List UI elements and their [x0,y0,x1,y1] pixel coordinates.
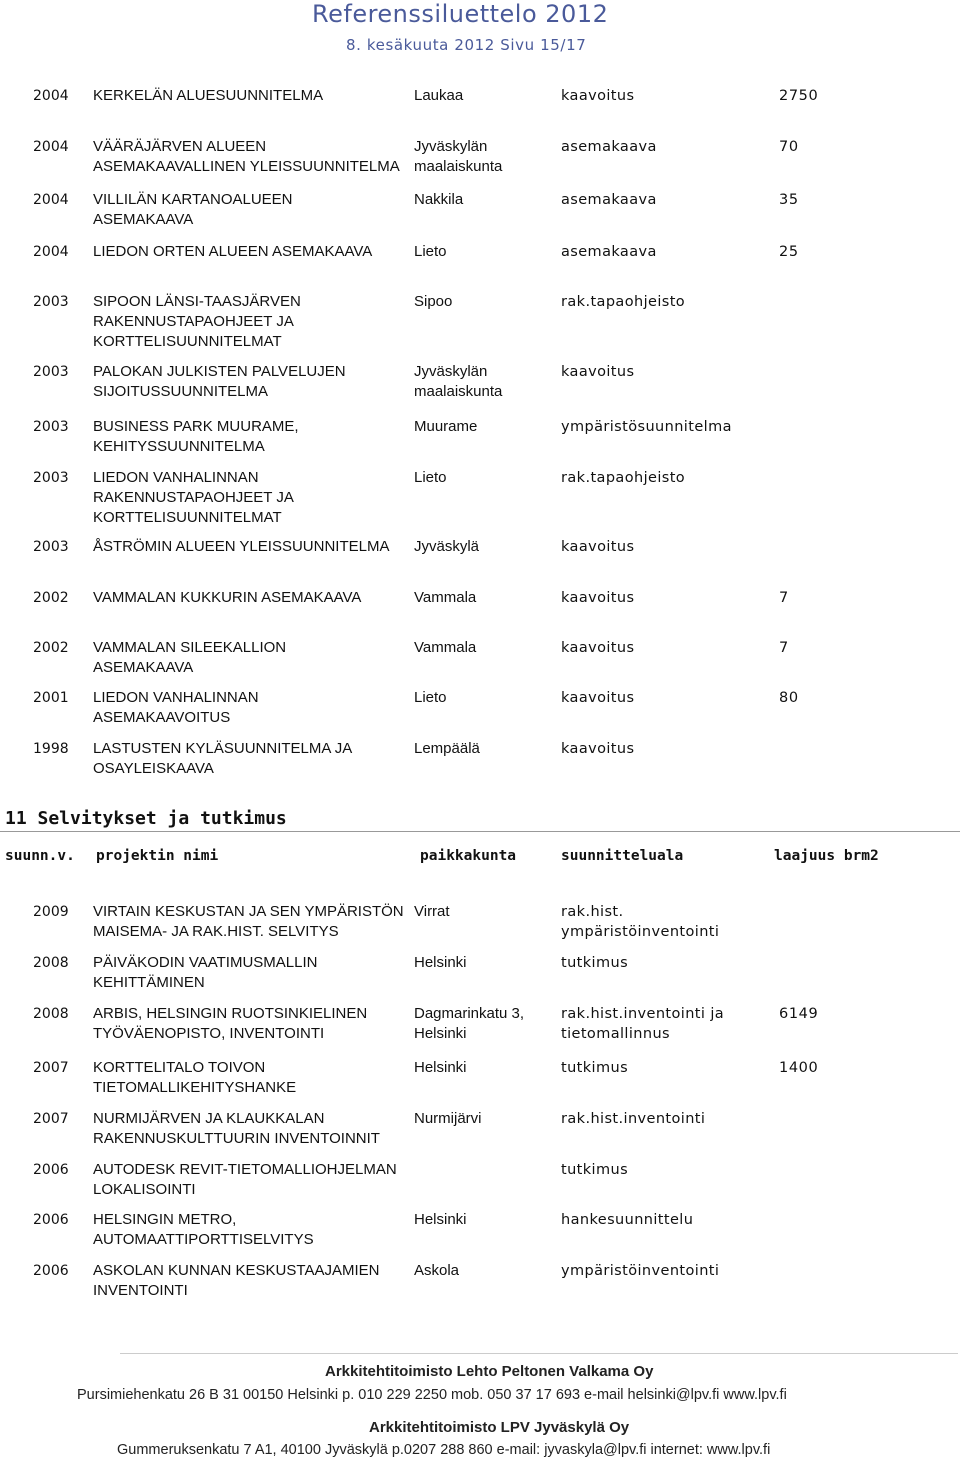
project-type [561,588,771,608]
project-location [414,468,554,488]
project-name-line: VAMMALAN SILEEKALLION [93,639,287,656]
project-location-line: maalaiskunta [414,383,503,400]
project-name [93,1261,409,1301]
project-name-line: ASKOLAN KUNNAN KESKUSTAAJAMIEN [93,1262,380,1279]
project-type [561,1058,771,1078]
project-name-line: KORTTELITALO TOIVON [93,1059,266,1076]
project-name-line: KORTTELISUUNNITELMAT [93,333,282,350]
project-location [414,292,554,312]
project-type [561,417,771,437]
project-year: 2003 [33,294,69,310]
footer-address-jyvaskyla: Gummeruksenkatu 7 A1, 40100 Jyväskylä p.0207 288 860 e-mail: jyvaskyla@lpv.fi internet: www.lpv.fi [117,1442,771,1458]
project-type-line: asemakaava [561,139,657,155]
project-type [561,1210,771,1230]
project-type [561,902,771,942]
project-type [561,468,771,488]
project-type-line: rak.hist. [561,904,624,920]
project-location-line: Vammala [414,589,477,606]
project-year: 2004 [33,139,69,155]
project-name-line: LASTUSTEN KYLÄSUUNNITELMA JA [93,740,353,757]
project-type-line: kaavoitus [561,741,635,757]
project-type [561,242,771,262]
project-name [93,190,409,230]
project-name-line: OSAYLEISKAAVA [93,760,214,777]
project-year: 2009 [33,904,69,920]
project-type-line: tutkimus [561,1060,629,1076]
project-location [414,190,554,210]
project-name-line: VÄÄRÄJÄRVEN ALUEEN [93,138,267,155]
project-name-line: LIEDON VANHALINNAN [93,469,259,486]
project-location [414,1004,554,1044]
project-type [561,86,771,106]
project-type [561,537,771,557]
column-header-year: suunn.v. [5,848,75,864]
project-year: 2003 [33,470,69,486]
project-name-line: LIEDON ORTEN ALUEEN ASEMAKAAVA [93,243,373,260]
project-name-line: KORTTELISUUNNITELMAT [93,509,282,526]
project-type-line: asemakaava [561,192,657,208]
project-type [561,1261,771,1281]
project-name [93,537,409,557]
column-header-type: suunnitteluala [561,848,684,864]
project-name-line: LOKALISOINTI [93,1181,196,1198]
project-name-line: KEHITYSSUUNNITELMA [93,438,265,455]
project-type-line: rak.hist.inventointi [561,1111,706,1127]
project-location-line: Helsinki [414,954,467,971]
project-name-line: AUTODESK REVIT-TIETOMALLIOHJELMAN [93,1161,397,1178]
project-name-line: ASEMAKAAVA [93,211,194,228]
project-year: 2003 [33,539,69,555]
project-type [561,739,771,759]
project-size: 25 [779,244,799,260]
project-size: 1400 [779,1060,819,1076]
project-name [93,1160,409,1200]
project-location-line: Jyväskylän [414,363,488,380]
section-divider [0,831,960,832]
footer-address-helsinki: Pursimiehenkatu 26 B 31 00150 Helsinki p. 010 229 2250 mob. 050 37 17 693 e-mail helsinki@lpv.fi www.lpv.fi [77,1387,787,1403]
project-type [561,1160,771,1180]
project-type-line: kaavoitus [561,640,635,656]
project-name-line: TYÖVÄENOPISTO, INVENTOINTI [93,1025,325,1042]
project-location [414,638,554,658]
project-name [93,1210,409,1250]
project-type-line: hankesuunnittelu [561,1212,694,1228]
project-location-line: Lieto [414,243,447,260]
footer-company-helsinki: Arkkitehtitoimisto Lehto Peltonen Valkama Oy [325,1363,654,1380]
project-name [93,1058,409,1098]
project-name-line: AUTOMAATTIPORTTISELVITYS [93,1231,314,1248]
project-type-line: kaavoitus [561,590,635,606]
project-year: 2002 [33,590,69,606]
project-year: 2006 [33,1212,69,1228]
project-type-line: rak.tapaohjeisto [561,470,686,486]
project-name [93,588,409,608]
section-heading: 11 Selvitykset ja tutkimus [5,808,287,829]
footer-company-jyvaskyla: Arkkitehtitoimisto LPV Jyväskylä Oy [369,1419,630,1436]
project-location [414,1261,554,1281]
project-location [414,537,554,557]
project-name-line: MAISEMA- JA RAK.HIST. SELVITYS [93,923,339,940]
project-type-line: kaavoitus [561,539,635,555]
project-year: 2006 [33,1162,69,1178]
project-name [93,292,409,352]
project-name-line: ARBIS, HELSINGIN RUOTSINKIELINEN [93,1005,368,1022]
project-location-line: Lempäälä [414,740,480,757]
project-type-line: ympäristöinventointi [561,924,720,940]
project-location [414,688,554,708]
project-year: 2006 [33,1263,69,1279]
project-year: 2008 [33,1006,69,1022]
page-date-and-number: 8. kesäkuuta 2012 Sivu 15/17 [346,36,587,54]
project-location [414,1058,554,1078]
project-type [561,137,771,157]
project-name-line: ASEMAKAAVOITUS [93,709,231,726]
project-name [93,739,409,779]
footer-divider [120,1353,958,1354]
project-name-line: VAMMALAN KUKKURIN ASEMAKAAVA [93,589,362,606]
project-size: 35 [779,192,799,208]
project-location [414,1109,554,1129]
project-location-line: Virrat [414,903,450,920]
project-year: 2003 [33,419,69,435]
project-location-line: Askola [414,1262,460,1279]
project-year: 2004 [33,192,69,208]
project-type [561,190,771,210]
project-name-line: TIETOMALLIKEHITYSHANKE [93,1079,297,1096]
project-name-line: BUSINESS PARK MUURAME, [93,418,299,435]
project-name [93,242,409,262]
project-year: 1998 [33,741,69,757]
project-type [561,362,771,382]
project-location [414,362,554,402]
project-type [561,1004,771,1044]
project-location-line: Sipoo [414,293,453,310]
project-name [93,468,409,528]
project-name-line: VILLILÄN KARTANOALUEEN [93,191,293,208]
project-location [414,417,554,437]
project-name [93,417,409,457]
project-size: 70 [779,139,799,155]
project-location-line: Vammala [414,639,477,656]
project-location-line: Jyväskylä [414,538,480,555]
project-location-line: Nurmijärvi [414,1110,482,1127]
project-type [561,1109,771,1129]
project-size: 7 [779,590,789,606]
project-year: 2001 [33,690,69,706]
project-year: 2007 [33,1060,69,1076]
project-name [93,1109,409,1149]
project-name-line: RAKENNUSTAPAOHJEET JA [93,313,294,330]
project-name-line: PALOKAN JULKISTEN PALVELUJEN [93,363,346,380]
project-location-line: Helsinki [414,1025,467,1042]
project-type [561,638,771,658]
project-type [561,292,771,312]
project-name [93,688,409,728]
project-year: 2007 [33,1111,69,1127]
column-header-place: paikkakunta [420,848,517,864]
project-type-line: kaavoitus [561,690,635,706]
project-location-line: Laukaa [414,87,464,104]
project-type-line: kaavoitus [561,88,635,104]
project-name-line: VIRTAIN KESKUSTAN JA SEN YMPÄRISTÖN [93,903,404,920]
project-type-line: rak.tapaohjeisto [561,294,686,310]
project-type-line: ympäristösuunnitelma [561,419,732,435]
project-name-line: SIPOON LÄNSI-TAASJÄRVEN [93,293,301,310]
project-location-line: Lieto [414,469,447,486]
project-size: 7 [779,640,789,656]
document-title: Referenssiluettelo 2012 [312,0,609,28]
project-name-line: ASEMAKAAVA [93,659,194,676]
project-location [414,953,554,973]
project-location [414,1210,554,1230]
project-location-line: Nakkila [414,191,464,208]
column-header-name: projektin nimi [96,848,219,864]
project-location-line: Muurame [414,418,478,435]
project-year: 2003 [33,364,69,380]
project-name-line: ÅSTRÖMIN ALUEEN YLEISSUUNNITELMA [93,538,390,555]
project-size: 2750 [779,88,819,104]
project-type-line: tutkimus [561,955,629,971]
project-year: 2004 [33,244,69,260]
project-name [93,137,409,177]
project-location-line: Dagmarinkatu 3, [414,1005,525,1022]
project-type-line: tietomallinnus [561,1026,671,1042]
project-location [414,137,554,177]
project-type-line: asemakaava [561,244,657,260]
project-name-line: SIJOITUSSUUNNITELMA [93,383,269,400]
project-name-line: RAKENNUSKULTTUURIN INVENTOINNIT [93,1130,380,1147]
project-type-line: tutkimus [561,1162,629,1178]
project-location-line: maalaiskunta [414,158,503,175]
project-year: 2008 [33,955,69,971]
project-location-line: Lieto [414,689,447,706]
project-name-line: KEHITTÄMINEN [93,974,205,991]
project-type [561,688,771,708]
project-location-line: Helsinki [414,1211,467,1228]
project-type-line: rak.hist.inventointi ja [561,1006,725,1022]
project-name-line: LIEDON VANHALINNAN [93,689,259,706]
project-type [561,953,771,973]
project-name [93,362,409,402]
project-location [414,242,554,262]
project-name-line: INVENTOINTI [93,1282,188,1299]
project-location [414,902,554,922]
project-location-line: Helsinki [414,1059,467,1076]
project-name [93,1004,409,1044]
project-name [93,953,409,993]
project-name-line: PÄIVÄKODIN VAATIMUSMALLIN [93,954,318,971]
project-type-line: ympäristöinventointi [561,1263,720,1279]
project-name [93,86,409,106]
project-name [93,638,409,678]
project-location-line: Jyväskylän [414,138,488,155]
project-location [414,739,554,759]
project-location [414,588,554,608]
project-year: 2004 [33,88,69,104]
project-name-line: KERKELÄN ALUESUUNNITELMA [93,87,324,104]
project-year: 2002 [33,640,69,656]
project-name-line: ASEMAKAAVALLINEN YLEISSUUNNITELMA [93,158,400,175]
column-header-size: laajuus brm2 [774,848,879,864]
project-location [414,86,554,106]
project-type-line: kaavoitus [561,364,635,380]
project-name [93,902,409,942]
project-name-line: NURMIJÄRVEN JA KLAUKKALAN [93,1110,325,1127]
project-size: 6149 [779,1006,819,1022]
project-name-line: RAKENNUSTAPAOHJEET JA [93,489,294,506]
project-name-line: HELSINGIN METRO, [93,1211,237,1228]
project-size: 80 [779,690,799,706]
